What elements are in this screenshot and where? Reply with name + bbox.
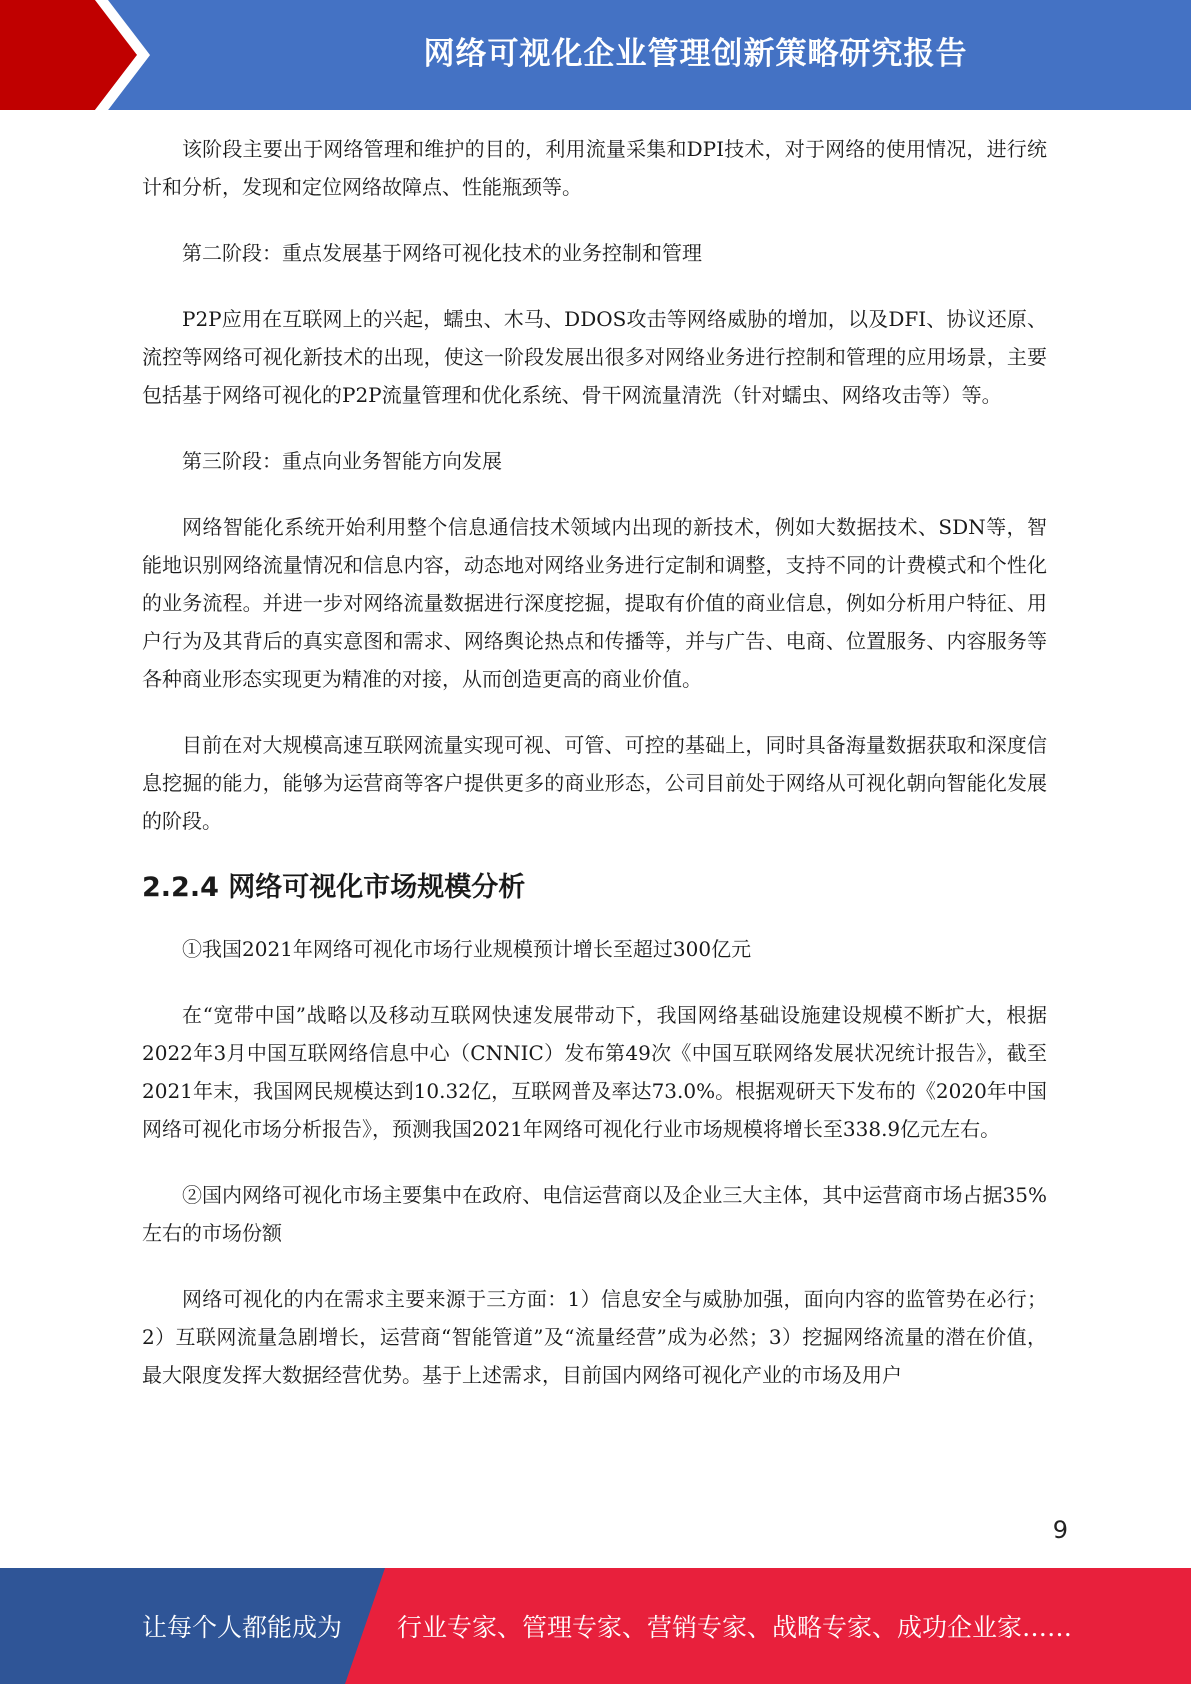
paragraph-current-status: 目前在对大规模高速互联网流量实现可视、可管、可控的基础上，同时具备海量数据获取和深度信息挖掘的能力，能够为运营商等客户提供更多的商业形态，公司目前处于网络从可视化朝向智能化发展的阶段。 xyxy=(142,733,1047,833)
paragraph-market-demand: 网络可视化的内在需求主要来源于三方面：1）信息安全与威胁加强，面向内容的监管势在必行；2）互联网流量急剧增长，运营商“智能管道”及“流量经营”成为必然；3）挖掘网络流量的潜在价值，最大限度发挥大数据经营优势。基于上述需求，目前国内网络可视化产业的市场及用户 xyxy=(142,1287,1047,1387)
section-heading: 2.2.4 网络可视化市场规模分析 xyxy=(142,872,526,903)
footer-slogan-left: 让每个人都能成为 xyxy=(142,1613,343,1642)
paragraph-market-point-one: ①我国2021年网络可视化市场行业规模预计增长至超过300亿元 xyxy=(182,937,752,961)
document-body xyxy=(142,130,1047,1422)
footer-slogan-right: 行业专家、管理专家、营销专家、战略专家、成功企业家…… xyxy=(397,1613,1073,1642)
paragraph-stage-two-title: 第二阶段：重点发展基于网络可视化技术的业务控制和管理 xyxy=(182,241,702,265)
page-footer xyxy=(0,1568,1191,1684)
page-number: 9 xyxy=(1052,1516,1068,1544)
page-header xyxy=(0,0,1191,110)
report-title: 网络可视化企业管理创新策略研究报告 xyxy=(423,35,968,72)
paragraph-stage-two-desc: P2P应用在互联网上的兴起，蠕虫、木马、DDOS攻击等网络威胁的增加，以及DFI、协议还原、流控等网络可视化新技术的出现，使这一阶段发展出很多对网络业务进行控制和管理的应用场景，主要包括基于网络可视化的P2P流量管理和优化系统、骨干网流量清洗（针对蠕虫、网络攻击等）等。 xyxy=(142,307,1047,407)
paragraph-market-size: 在“宽带中国”战略以及移动互联网快速发展带动下，我国网络基础设施建设规模不断扩大，根据2022年3月中国互联网络信息中心（CNNIC）发布第49次《中国互联网络发展状况统计报告》，截至2021年末，我国网民规模达到10.32亿，互联网普及率达73.0%。根据观研天下发布的《2020年中国网络可视化市场分析报告》，预测我国2021年网络可视化行业市场规模将增长至338.9亿元左右。 xyxy=(142,1003,1047,1141)
paragraph-market-point-two: ②国内网络可视化市场主要集中在政府、电信运营商以及企业三大主体，其中运营商市场占据35%左右的市场份额 xyxy=(142,1183,1047,1245)
paragraph-stage-three-desc: 网络智能化系统开始利用整个信息通信技术领域内出现的新技术，例如大数据技术、SDN等，智能地识别网络流量情况和信息内容，动态地对网络业务进行定制和调整，支持不同的计费模式和个性化的业务流程。并进一步对网络流量数据进行深度挖掘，提取有价值的商业信息，例如分析用户特征、用户行为及其背后的真实意图和需求、网络舆论热点和传播等，并与广告、电商、位置服务、内容服务等各种商业形态实现更为精准的对接，从而创造更高的商业价值。 xyxy=(142,515,1047,691)
paragraph-stage-one-desc: 该阶段主要出于网络管理和维护的目的，利用流量采集和DPI技术，对于网络的使用情况，进行统计和分析，发现和定位网络故障点、性能瓶颈等。 xyxy=(142,137,1047,199)
paragraph-stage-three-title: 第三阶段：重点向业务智能方向发展 xyxy=(182,449,502,473)
